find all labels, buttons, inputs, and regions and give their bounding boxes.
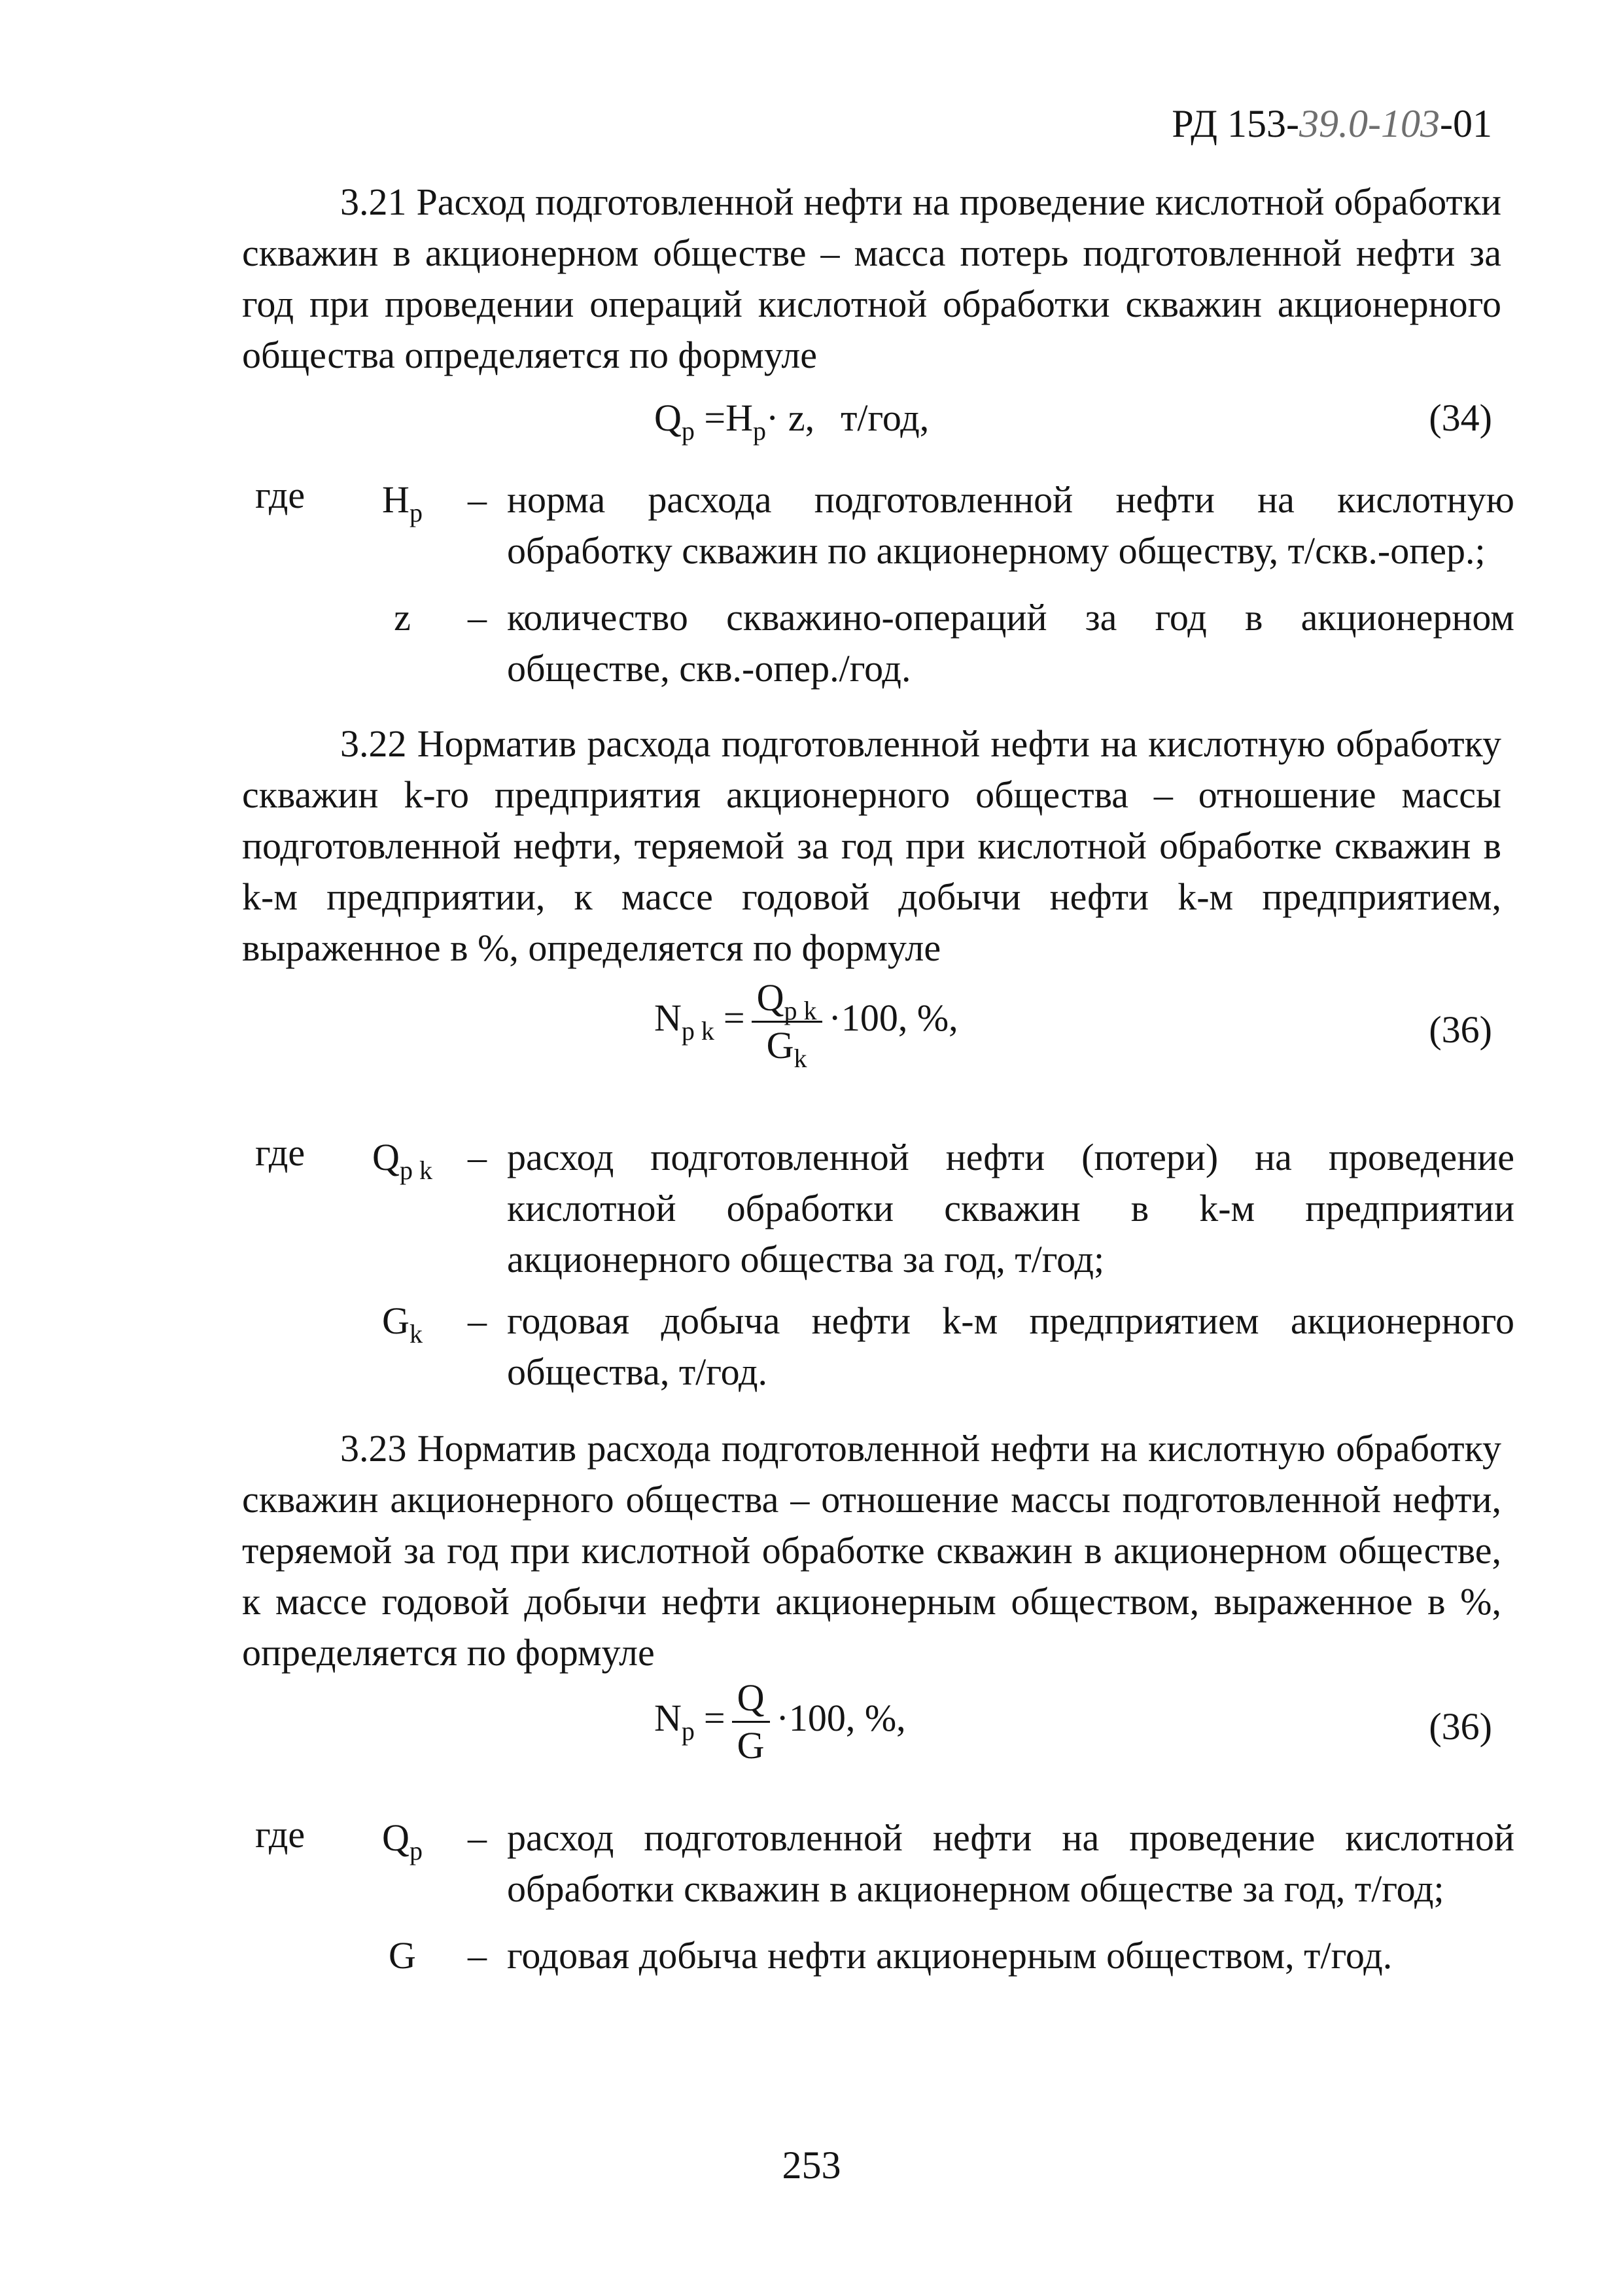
definition-dash: –: [468, 1816, 487, 1859]
fraction-q-g: $\frac{Q}{G}$: [732, 1675, 770, 1769]
definition-dash: –: [468, 1934, 487, 1977]
definition-gk: годовая добыча нефти k-м предприятием акционерного общества, т/год.: [507, 1299, 1514, 1393]
definition-qpk: расход подготовленной нефти (потери) на проведение кислотной обработки скважин в k-м предприятии акционерного общества за год, т/год;: [507, 1136, 1514, 1280]
definition-z: количество скважино-операций за год в акционерном обществе, скв.-опер./год.: [507, 596, 1514, 690]
symbol-g: G: [389, 1934, 416, 1977]
symbol-hp: $H_p$: [382, 478, 423, 527]
formula-36-second: $N_p$ = $\frac{Q}{G}$ ·100, %,: [654, 1675, 906, 1769]
document-code-suffix: -01: [1440, 102, 1492, 145]
equation-number-36: (36): [1429, 1008, 1492, 1051]
definition-dash: –: [468, 478, 487, 521]
where-label: где: [255, 474, 305, 516]
definition-dash: –: [468, 1136, 487, 1178]
definition-g: годовая добыча нефти акционерным обществом, т/год.: [507, 1934, 1393, 1977]
fraction-qpk-gk: $\frac{Q_{p k}}{G_k}$: [752, 975, 822, 1069]
document-code-prefix: РД 153-: [1172, 102, 1300, 145]
symbol-gk: $G_k$: [382, 1299, 423, 1349]
formula-34: $Q_p =H_p\cdot z$, т/год,: [654, 397, 930, 446]
symbol-qp: $Q_p$: [382, 1816, 423, 1865]
where-label: где: [255, 1131, 305, 1174]
symbol-qpk: $Q_{p k}$: [372, 1136, 432, 1185]
paragraph-3-21: 3.21 Расход подготовленной нефти на проведение кислотной обработки скважин в акционерном обществе – масса потерь подготовленной нефти за год при проведении операций кислотной обработки скважин акционерного общества определяется по формуле: [242, 181, 1501, 376]
where-label: где: [255, 1813, 305, 1856]
definition-qp: расход подготовленной нефти на проведение кислотной обработки скважин в акционерном обществе за год, т/год;: [507, 1816, 1514, 1910]
paragraph-3-23: 3.23 Норматив расхода подготовленной нефти на кислотную обработку скважин акционерного общества – отношение массы подготовленной нефти, теряемой за год при кислотной обработке скважин в акционерном обществе, к массе годовой добычи нефти акционерным обществом, выраженное в %, определяется по формуле: [242, 1427, 1501, 1674]
document-code-handwritten: 39.0-103: [1299, 102, 1440, 145]
symbol-z: z: [394, 596, 411, 639]
equation-number-36: (36): [1429, 1705, 1492, 1748]
formula-36-first: $N_{p k}$ = $\frac{Q_{p k}}{G_k}$ ·100, %,: [654, 976, 958, 1073]
definition-dash: –: [468, 596, 487, 639]
paragraph-3-22: 3.22 Норматив расхода подготовленной нефти на кислотную обработку скважин k-го предприятия акционерного общества – отношение массы подготовленной нефти, теряемой за год при кислотной обработке скважин в k-м предприятии, к массе годовой добычи нефти k-м предприятием, выраженное в %, определяется по формуле: [242, 722, 1501, 969]
document-code-header: [1172, 98, 1492, 149]
equation-number-34: (34): [1429, 397, 1492, 439]
definition-dash: –: [468, 1299, 487, 1342]
definition-hp: норма расхода подготовленной нефти на кислотную обработку скважин по акционерному обществу, т/скв.-опер.;: [507, 478, 1514, 572]
page-number: 253: [782, 2144, 841, 2187]
